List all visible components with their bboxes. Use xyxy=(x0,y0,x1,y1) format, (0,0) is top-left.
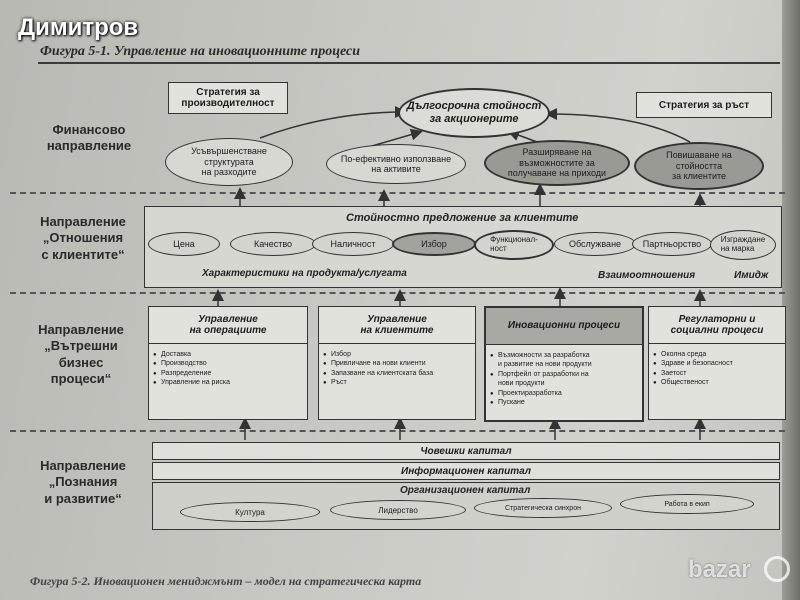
financial-goal-oval: По-ефективно използване на активите xyxy=(326,144,466,184)
organization-oval: Стратегическа синхрон xyxy=(474,498,612,518)
process-item: ● Възможности за разработка и развитие на нови продукти xyxy=(498,351,642,370)
customer-attribute-oval: Изграждане на марка xyxy=(710,230,776,260)
internal-perspective-label: Направление „Вътрешни бизнес процеси“ xyxy=(38,322,124,386)
next-figure-caption: Фигура 5-2. Иновационен мениджмънт – модел на стратегическа карта xyxy=(30,574,422,588)
financial-goal-oval: Повишаване на стойността за клиентите xyxy=(634,142,764,190)
productivity-strategy-box: Стратегия за производителност xyxy=(168,82,288,114)
process-item: ● Околна среда xyxy=(661,350,785,359)
process-item: ● Общественост xyxy=(661,378,785,387)
product-characteristics-label: Характеристики на продукта/услугата xyxy=(202,268,407,279)
learning-perspective-label: Направление „Познания и развитие“ xyxy=(40,458,126,506)
customer-attribute-oval: Обслужване xyxy=(554,232,636,256)
figure-title: Фигура 5-1. Управление на иновационните процеси xyxy=(40,44,361,59)
process-item: ● Управление на риска xyxy=(161,378,307,387)
growth-strategy-box: Стратегия за ръст xyxy=(636,92,772,118)
process-item: ● Здраве и безопасност xyxy=(661,359,785,368)
process-item: ● Проектиразработка xyxy=(498,389,642,398)
process-item: ● Привличане на нови клиенти xyxy=(331,359,475,368)
process-item: ● Разпределение xyxy=(161,369,307,378)
process-item: ● Ръст xyxy=(331,378,475,387)
relations-label: Взаимоотношения xyxy=(598,270,696,281)
process-title: Регулаторни и социални процеси xyxy=(649,307,785,344)
information-capital-bar: Информационен капитал xyxy=(152,462,780,480)
process-item: ● Доставка xyxy=(161,350,307,359)
process-box xyxy=(318,306,476,420)
customer-attribute-oval: Партньорство xyxy=(632,232,712,256)
watermark-logo: bazar xyxy=(688,556,751,583)
process-box xyxy=(648,306,786,420)
financial-goal-oval: Разширяване на възможностите за получаване на приходи xyxy=(484,140,630,186)
organization-oval: Лидерство xyxy=(330,500,466,520)
process-item: ● Запазване на клиентската база xyxy=(331,369,475,378)
process-item: ● Пускане xyxy=(498,398,642,407)
process-title: Управление на операциите xyxy=(149,307,307,344)
image-label: Имидж xyxy=(734,270,769,281)
customer-attribute-oval: Функционал- ност xyxy=(474,230,554,260)
customer-attribute-oval: Наличност xyxy=(312,232,394,256)
financial-perspective-label: Финансово направление xyxy=(46,122,132,154)
process-item: ● Заетост xyxy=(661,369,785,378)
organization-capital-label: Организационен капитал xyxy=(400,485,531,496)
process-box xyxy=(484,306,644,422)
organization-oval: Култура xyxy=(180,502,320,522)
process-title: Иновационни процеси xyxy=(486,308,642,345)
financial-goal-oval: Усъвършенстване структурата на разходите xyxy=(165,138,293,186)
process-item: ● Избор xyxy=(331,350,475,359)
organization-oval: Работа в екип xyxy=(620,494,754,514)
customer-attribute-oval: Избор xyxy=(392,232,476,256)
watermark-icon xyxy=(764,556,790,582)
customer-attribute-oval: Качество xyxy=(230,232,316,256)
long-term-value-oval: Дългосрочна стойност за акционерите xyxy=(398,88,550,138)
process-item: ● Производство xyxy=(161,359,307,368)
customer-value-title: Стойностно предложение за клиентите xyxy=(346,212,579,224)
human-capital-bar: Човешки капитал xyxy=(152,442,780,460)
author-name: Димитров xyxy=(18,14,139,41)
process-title: Управление на клиентите xyxy=(319,307,475,344)
customer-perspective-label: Направление „Отношения с клиентите“ xyxy=(40,214,126,262)
process-box xyxy=(148,306,308,420)
process-item: ● Портфейл от разработки на нови продукти xyxy=(498,370,642,389)
customer-attribute-oval: Цена xyxy=(148,232,220,256)
